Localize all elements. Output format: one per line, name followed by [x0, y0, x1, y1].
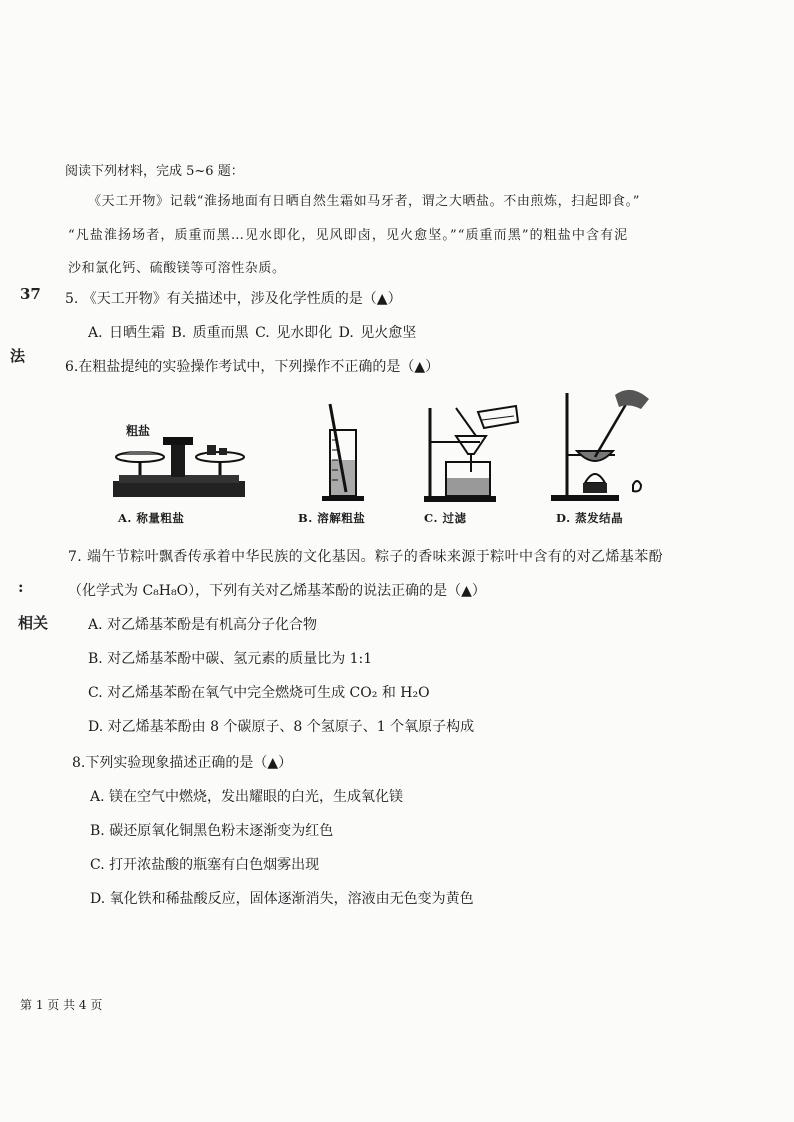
margin-mark-colon: : — [18, 578, 24, 596]
question-8-stem: 8.下列实验现象描述正确的是（▲） — [72, 755, 293, 771]
question-7-option-a: A. 对乙烯基苯酚是有机高分子化合物 — [88, 617, 318, 633]
question-7-stem-1: 7. 端午节粽叶飘香传承着中华民族的文化基因。粽子的香味来源于粽叶中含有的对乙烯基苯酚 — [68, 549, 664, 565]
margin-mark-fa: 法 — [10, 347, 26, 365]
margin-mark-xiangguan: 相关 — [18, 614, 49, 632]
question-7-option-c: C. 对乙烯基苯酚在氧气中完全燃烧可生成 CO₂ 和 H₂O — [88, 685, 430, 701]
question-5-stem: 5. 《天工开物》有关描述中，涉及化学性质的是（▲） — [65, 291, 402, 307]
question-7-option-b: B. 对乙烯基苯酚中碳、氢元素的质量比为 1:1 — [88, 651, 373, 667]
question-8-option-d: D. 氧化铁和稀盐酸反应，固体逐渐消失，溶液由无色变为黄色 — [90, 891, 474, 907]
page-footer: 第 1 页 共 4 页 — [20, 998, 103, 1012]
question-7-stem-2: （化学式为 C₈H₈O），下列有关对乙烯基苯酚的说法正确的是（▲） — [68, 583, 486, 599]
question-7-option-d: D. 对乙烯基苯酚由 8 个碳原子、8 个氢原子、1 个氧原子构成 — [88, 719, 475, 735]
passage-line-2: “凡盐淮扬场者，质重而黑…见水即化，见风即卤，见火愈坚。”“质重而黑”的粗盐中含有泥 — [68, 228, 629, 243]
balance-label: 粗盐 — [126, 424, 151, 438]
question-8-option-c: C. 打开浓盐酸的瓶塞有白色烟雾出现 — [90, 857, 320, 873]
margin-mark-37: 37 — [20, 285, 41, 303]
question-5-options: A. 日晒生霜 B. 质重而黑 C. 见水即化 D. 见火愈坚 — [88, 325, 417, 341]
dissolve-figure — [316, 400, 376, 505]
question-8-option-b: B. 碳还原氧化铜黑色粉末逐渐变为红色 — [90, 823, 334, 839]
evaporation-figure — [545, 385, 655, 505]
question-6-stem: 6.在粗盐提纯的实验操作考试中，下列操作不正确的是（▲） — [65, 359, 440, 375]
question-8-option-a: A. 镁在空气中燃烧，发出耀眼的白光，生成氧化镁 — [90, 789, 404, 805]
caption-c: C. 过滤 — [424, 511, 467, 525]
passage-line-3: 沙和氯化钙、硫酸镁等可溶性杂质。 — [68, 261, 286, 276]
filtration-figure — [420, 400, 525, 505]
balance-figure — [105, 425, 255, 505]
caption-a: A. 称量粗盐 — [118, 511, 185, 525]
caption-b: B. 溶解粗盐 — [298, 511, 366, 525]
passage-line-1: 《天工开物》记载“淮扬地面有日晒自然生霜如马牙者，谓之大晒盐。不由煎炼，扫起即食。” — [88, 194, 640, 209]
caption-d: D. 蒸发结晶 — [556, 511, 624, 525]
reading-intro: 阅读下列材料，完成 5~6 题： — [65, 164, 244, 179]
